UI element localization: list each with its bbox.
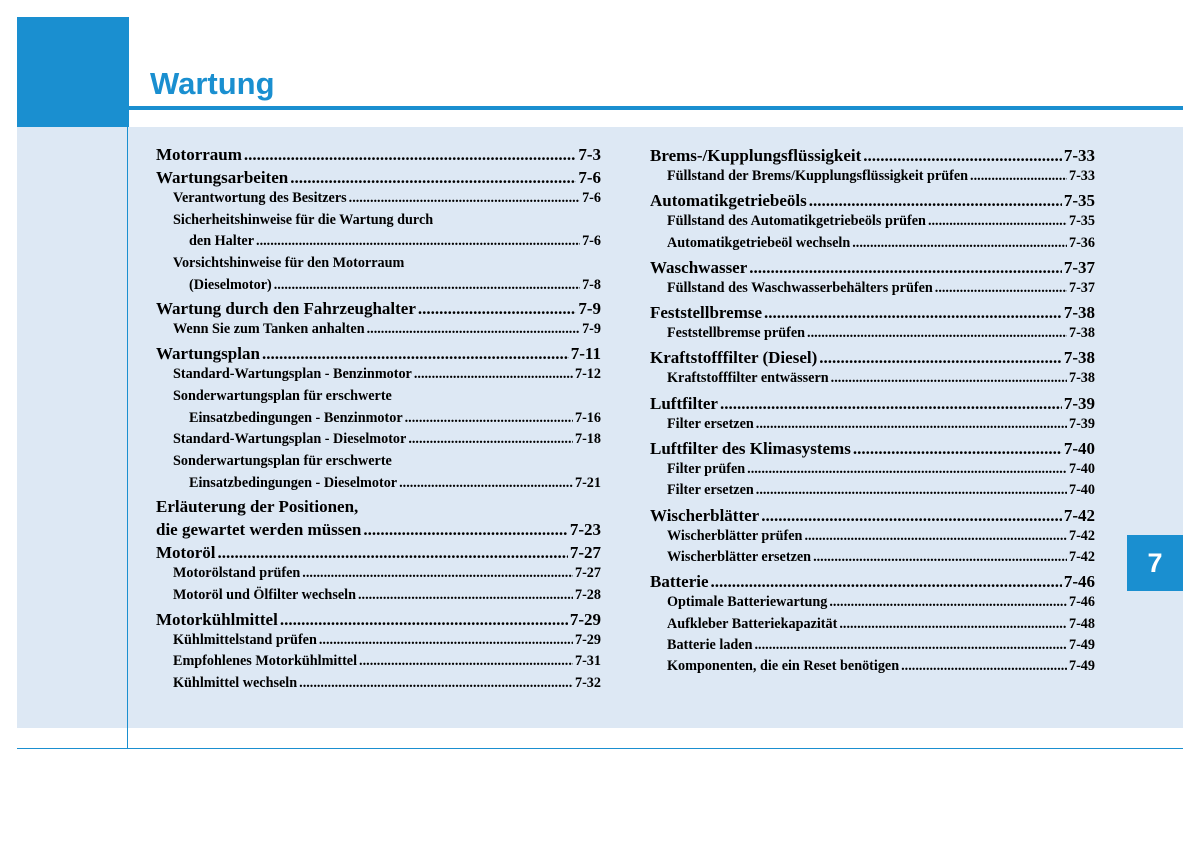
toc-page-number: 7-46 bbox=[1063, 572, 1095, 592]
toc-entry-label: Motorkühlmittel bbox=[156, 609, 278, 629]
toc-entry-label: Filter prüfen bbox=[667, 461, 746, 478]
toc-leader-dots bbox=[819, 347, 1062, 368]
toc-leader-dots bbox=[756, 480, 1067, 501]
toc-subsection-entry[interactable] bbox=[650, 656, 1095, 677]
toc-page-number: 7-27 bbox=[569, 543, 601, 563]
toc-section-entry[interactable] bbox=[156, 299, 601, 319]
toc-entry-label: Feststellbremse prüfen bbox=[667, 325, 806, 342]
toc-entry-label: Sonderwartungsplan für erschwerte bbox=[173, 387, 392, 404]
toc-leader-dots bbox=[970, 166, 1067, 187]
toc-entry-label: Wenn Sie zum Tanken anhalten bbox=[173, 321, 365, 338]
toc-leader-dots bbox=[764, 302, 1062, 323]
toc-page-number: 7-38 bbox=[1063, 348, 1095, 368]
toc-leader-dots bbox=[405, 408, 573, 430]
toc-page-number: 7-48 bbox=[1068, 615, 1095, 632]
toc-page-number: 7-39 bbox=[1068, 415, 1095, 432]
toc-entry-label: Wischerblätter bbox=[650, 505, 760, 525]
toc-entry-label: Füllstand der Brems/Kupplungsflüssigkeit prüfen bbox=[667, 168, 969, 184]
toc-leader-dots bbox=[831, 368, 1067, 389]
toc-page-number: 7-11 bbox=[570, 344, 601, 364]
toc-page-number: 7-35 bbox=[1063, 191, 1095, 211]
toc-subsection-entry[interactable] bbox=[650, 547, 1095, 568]
toc-page-number: 7-16 bbox=[574, 409, 601, 426]
toc-leader-dots bbox=[418, 299, 576, 319]
toc-entry-label: Motoröl bbox=[156, 543, 216, 563]
toc-entry-label: Filter ersetzen bbox=[667, 482, 754, 499]
toc-leader-dots bbox=[262, 344, 569, 364]
toc-section-entry[interactable] bbox=[156, 145, 601, 165]
toc-page-number: 7-9 bbox=[582, 321, 601, 338]
toc-entry-label: die gewartet werden müssen bbox=[156, 520, 362, 540]
toc-right-column bbox=[650, 142, 1095, 677]
toc-leader-dots bbox=[358, 585, 573, 607]
header-color-block bbox=[17, 17, 129, 127]
toc-entry-label: Luftfilter bbox=[650, 393, 718, 413]
toc-entry-label: Füllstand des Automatikgetriebeöls prüfen bbox=[667, 213, 926, 230]
toc-leader-dots bbox=[839, 614, 1067, 635]
toc-subsection-entry[interactable] bbox=[156, 473, 601, 495]
toc-entry-label: Luftfilter des Klimasystems bbox=[650, 439, 851, 459]
toc-subsection-entry[interactable] bbox=[156, 429, 601, 451]
toc-page-number: 7-42 bbox=[1068, 548, 1095, 565]
toc-page-number: 7-12 bbox=[574, 366, 601, 383]
page-title: Wartung bbox=[150, 66, 275, 101]
toc-subsection-entry[interactable] bbox=[156, 585, 601, 607]
toc-page-number: 7-40 bbox=[1063, 439, 1095, 459]
toc-entry-label: Waschwasser bbox=[650, 257, 748, 277]
toc-section-entry[interactable] bbox=[650, 145, 1095, 166]
toc-subsection-entry[interactable] bbox=[650, 278, 1095, 299]
toc-subsection-entry[interactable] bbox=[650, 368, 1095, 389]
toc-section-entry[interactable] bbox=[156, 168, 601, 188]
toc-leader-dots bbox=[399, 473, 573, 495]
toc-section-entry[interactable] bbox=[650, 190, 1095, 211]
toc-page-number: 7-40 bbox=[1068, 461, 1095, 478]
toc-page-number: 7-38 bbox=[1068, 325, 1095, 342]
toc-leader-dots bbox=[274, 275, 580, 297]
toc-subsection-entry[interactable] bbox=[650, 635, 1095, 656]
toc-page-number: 7-6 bbox=[582, 190, 601, 206]
toc-entry-label: Optimale Batteriewartung bbox=[667, 594, 828, 611]
toc-page-number: 7-31 bbox=[574, 653, 601, 670]
toc-page-number: 7-37 bbox=[1063, 257, 1095, 277]
toc-entry-label: Wartungsplan bbox=[156, 344, 260, 364]
toc-entry-label: Wartungsarbeiten bbox=[156, 168, 289, 187]
toc-page-number: 7-33 bbox=[1063, 146, 1095, 165]
toc-entry-label: Füllstand des Waschwasserbehälters prüfen bbox=[667, 279, 933, 296]
toc-page-number: 7-36 bbox=[1068, 234, 1095, 251]
toc-entry-label: Batterie laden bbox=[667, 636, 753, 653]
toc-leader-dots bbox=[761, 505, 1062, 526]
toc-subsection-entry[interactable] bbox=[650, 480, 1095, 501]
toc-entry-label: Einsatzbedingungen - Dieselmotor bbox=[189, 474, 398, 491]
toc-section-entry[interactable] bbox=[156, 520, 601, 540]
toc-section-entry[interactable] bbox=[650, 257, 1095, 278]
toc-page-number: 7-9 bbox=[578, 299, 601, 319]
toc-entry-label: Standard-Wartungsplan - Benzinmotor bbox=[173, 366, 412, 383]
toc-left-column bbox=[156, 142, 601, 695]
toc-leader-dots bbox=[414, 364, 573, 386]
toc-page-number: 7-33 bbox=[1068, 168, 1095, 184]
toc-subsection-entry[interactable] bbox=[156, 319, 601, 341]
title-underline bbox=[128, 106, 1183, 110]
toc-subsection-entry[interactable] bbox=[650, 459, 1095, 480]
toc-page-number: 7-35 bbox=[1068, 213, 1095, 230]
toc-leader-dots bbox=[853, 438, 1062, 459]
toc-entry-label: Kühlmittelstand prüfen bbox=[173, 631, 317, 648]
toc-leader-dots bbox=[749, 257, 1062, 278]
toc-subsection-entry[interactable] bbox=[650, 614, 1095, 635]
toc-section-entry[interactable] bbox=[156, 497, 601, 517]
chapter-tab[interactable]: 7 bbox=[1127, 535, 1183, 591]
toc-entry-label: Automatikgetriebeöl wechseln bbox=[667, 234, 851, 251]
toc-entry-label: Automatikgetriebeöls bbox=[650, 191, 807, 211]
toc-page-number: 7-38 bbox=[1063, 303, 1095, 323]
toc-entry-label: Brems-/Kupplungsflüssigkeit bbox=[650, 146, 862, 165]
toc-leader-dots bbox=[813, 547, 1067, 568]
toc-page-number: 7-42 bbox=[1068, 527, 1095, 544]
toc-page-number: 7-37 bbox=[1068, 279, 1095, 296]
toc-page-number: 7-32 bbox=[574, 675, 601, 691]
toc-section-entry[interactable] bbox=[650, 571, 1095, 592]
toc-leader-dots bbox=[901, 656, 1067, 677]
toc-page-number: 7-21 bbox=[574, 474, 601, 491]
toc-subsection-entry[interactable] bbox=[156, 673, 601, 695]
toc-leader-dots bbox=[711, 571, 1062, 592]
toc-entry-label: Kraftstofffilter (Diesel) bbox=[650, 348, 818, 368]
toc-entry-label: Sonderwartungsplan für erschwerte bbox=[173, 452, 392, 469]
toc-section-entry[interactable] bbox=[650, 347, 1095, 368]
bottom-rule bbox=[17, 748, 1183, 749]
toc-subsection-entry[interactable] bbox=[156, 651, 601, 673]
toc-leader-dots bbox=[299, 673, 573, 695]
toc-page-number: 7-38 bbox=[1068, 370, 1095, 387]
toc-section-entry[interactable] bbox=[156, 344, 601, 364]
toc-entry-label: Komponenten, die ein Reset benötigen bbox=[667, 658, 900, 675]
toc-entry-label: Motoröl und Ölfilter wechseln bbox=[173, 586, 356, 603]
toc-subsection-entry[interactable] bbox=[650, 414, 1095, 435]
toc-leader-dots bbox=[720, 393, 1062, 414]
toc-entry-label: Standard-Wartungsplan - Dieselmotor bbox=[173, 431, 407, 448]
toc-section-entry[interactable] bbox=[156, 543, 601, 563]
toc-page-number: 7-29 bbox=[569, 609, 601, 629]
toc-page-number: 7-27 bbox=[574, 565, 601, 582]
toc-entry-label: Einsatzbedingungen - Benzinmotor bbox=[189, 409, 403, 426]
toc-page-number: 7-29 bbox=[574, 631, 601, 648]
toc-subsection-entry[interactable] bbox=[650, 526, 1095, 547]
toc-subsection-entry[interactable] bbox=[156, 386, 601, 408]
toc-subsection-entry[interactable] bbox=[650, 211, 1095, 232]
toc-subsection-entry[interactable] bbox=[650, 323, 1095, 344]
toc-entry-label: Batterie bbox=[650, 572, 709, 592]
toc-page-number: 7-6 bbox=[578, 168, 601, 187]
toc-leader-dots bbox=[408, 429, 573, 451]
toc-entry-label: Empfohlenes Motorkühlmittel bbox=[173, 653, 358, 670]
toc-page-number: 7-39 bbox=[1063, 393, 1095, 413]
toc-entry-label: Motorraum bbox=[156, 145, 242, 164]
toc-leader-dots bbox=[319, 630, 573, 652]
toc-subsection-entry[interactable] bbox=[156, 210, 601, 232]
toc-leader-dots bbox=[747, 459, 1067, 480]
toc-subsection-entry[interactable] bbox=[156, 275, 601, 297]
toc-leader-dots bbox=[302, 563, 573, 585]
toc-page-number: 7-3 bbox=[578, 145, 601, 164]
toc-subsection-entry[interactable] bbox=[156, 630, 601, 652]
toc-page-number: 7-8 bbox=[582, 276, 601, 293]
toc-leader-dots bbox=[367, 319, 580, 341]
toc-leader-dots bbox=[809, 190, 1062, 211]
toc-section-entry[interactable] bbox=[650, 438, 1095, 459]
toc-subsection-entry[interactable] bbox=[156, 231, 601, 253]
toc-leader-dots bbox=[928, 211, 1067, 232]
toc-leader-dots bbox=[863, 145, 1062, 166]
toc-subsection-entry[interactable] bbox=[156, 364, 601, 386]
toc-entry-label: Wartung durch den Fahrzeughalter bbox=[156, 299, 416, 319]
toc-section-entry[interactable] bbox=[650, 302, 1095, 323]
toc-leader-dots bbox=[244, 145, 576, 165]
toc-subsection-entry[interactable] bbox=[156, 451, 601, 473]
toc-page-number: 7-18 bbox=[574, 431, 601, 448]
toc-entry-label: Kraftstofffilter entwässern bbox=[667, 370, 829, 387]
toc-entry-label: Feststellbremse bbox=[650, 303, 763, 323]
toc-entry-label: Vorsichtshinweise für den Motorraum bbox=[173, 255, 405, 272]
toc-entry-label: Erläuterung der Positionen, bbox=[156, 497, 359, 517]
toc-section-entry[interactable] bbox=[650, 393, 1095, 414]
toc-leader-dots bbox=[217, 543, 567, 563]
toc-leader-dots bbox=[852, 233, 1067, 254]
toc-leader-dots bbox=[363, 520, 567, 540]
toc-subsection-entry[interactable] bbox=[156, 253, 601, 275]
toc-leader-dots bbox=[756, 414, 1067, 435]
toc-leader-dots bbox=[359, 651, 573, 673]
toc-page-number: 7-6 bbox=[582, 233, 601, 250]
toc-page-number: 7-46 bbox=[1068, 594, 1095, 611]
toc-subsection-entry[interactable] bbox=[156, 408, 601, 430]
toc-leader-dots bbox=[290, 168, 576, 188]
toc-page-number: 7-28 bbox=[574, 586, 601, 603]
toc-subsection-entry[interactable] bbox=[650, 592, 1095, 613]
toc-subsection-entry[interactable] bbox=[650, 233, 1095, 254]
toc-entry-label: Wischerblätter ersetzen bbox=[667, 548, 812, 565]
toc-entry-label: Sicherheitshinweise für die Wartung durch bbox=[173, 211, 434, 228]
toc-entry-label: Aufkleber Batteriekapazität bbox=[667, 615, 838, 632]
toc-page-number: 7-40 bbox=[1068, 482, 1095, 499]
toc-entry-label: Filter ersetzen bbox=[667, 415, 754, 432]
toc-leader-dots bbox=[755, 635, 1067, 656]
toc-leader-dots bbox=[349, 188, 580, 210]
toc-entry-label: Kühlmittel wechseln bbox=[173, 675, 298, 691]
toc-leader-dots bbox=[807, 323, 1067, 344]
toc-subsection-entry[interactable] bbox=[650, 166, 1095, 187]
toc-page-number: 7-49 bbox=[1068, 636, 1095, 653]
toc-entry-label: Verantwortung des Besitzers bbox=[173, 190, 347, 206]
toc-leader-dots bbox=[804, 526, 1067, 547]
toc-page-number: 7-49 bbox=[1068, 658, 1095, 675]
toc-entry-label: Wischerblätter prüfen bbox=[667, 527, 803, 544]
toc-entry-label: (Dieselmotor) bbox=[189, 276, 272, 293]
toc-page-number: 7-42 bbox=[1063, 505, 1095, 525]
toc-entry-label: Motorölstand prüfen bbox=[173, 565, 301, 582]
toc-page-number: 7-23 bbox=[569, 520, 601, 540]
toc-section-entry[interactable] bbox=[156, 610, 601, 630]
toc-leader-dots bbox=[256, 231, 580, 253]
toc-leader-dots bbox=[829, 592, 1067, 613]
toc-subsection-entry[interactable] bbox=[156, 563, 601, 585]
toc-entry-label: den Halter bbox=[189, 233, 255, 250]
margin-rule bbox=[127, 127, 128, 749]
toc-leader-dots bbox=[935, 278, 1067, 299]
toc-subsection-entry[interactable] bbox=[156, 188, 601, 210]
toc-section-entry[interactable] bbox=[650, 505, 1095, 526]
toc-leader-dots bbox=[280, 610, 568, 630]
